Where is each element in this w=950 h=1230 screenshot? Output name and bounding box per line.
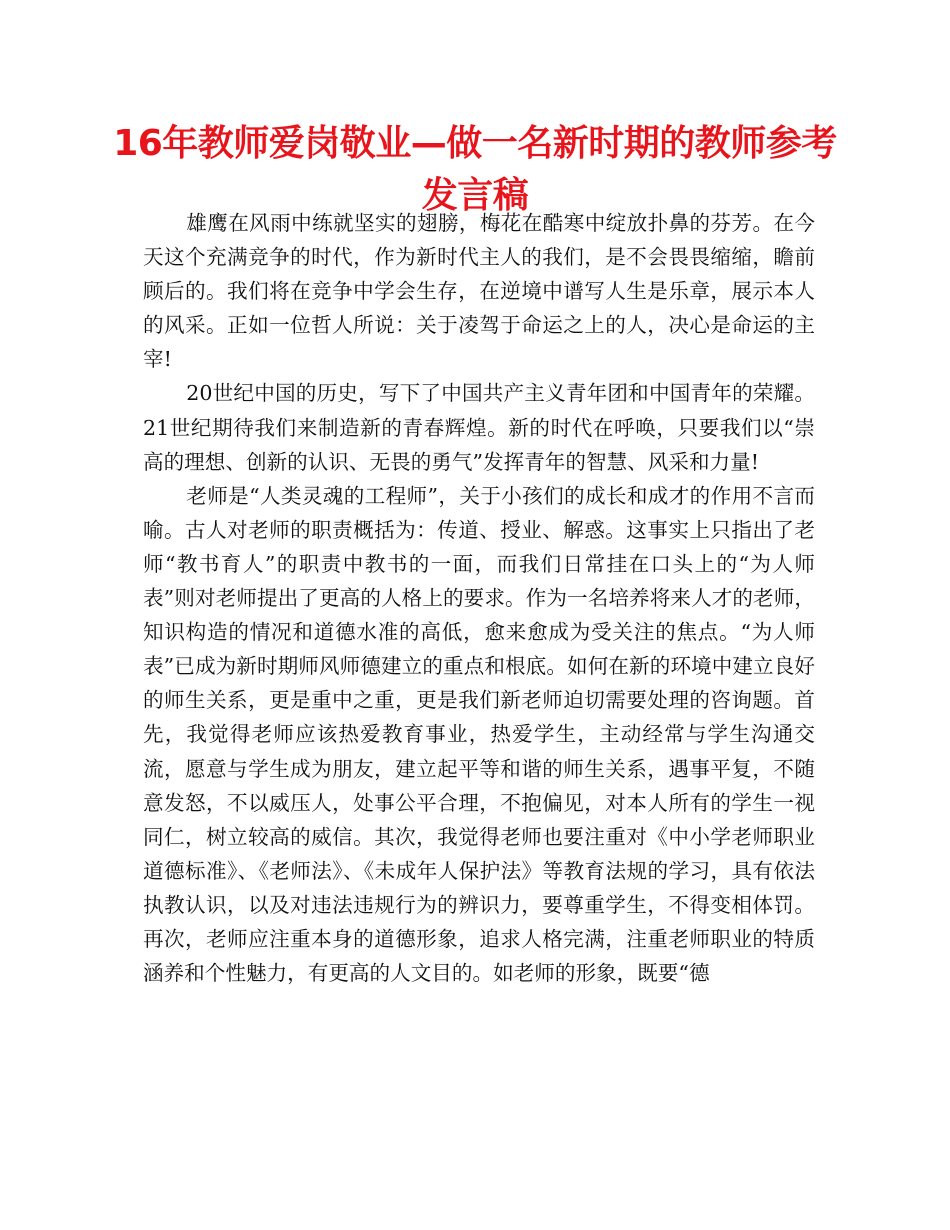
document-title: 16年教师爱岗敬业—做一名新时期的教师参考发言稿 (113, 123, 837, 216)
paragraph-1: 雄鹰在风雨中练就坚实的翅膀，梅花在酷寒中绽放扑鼻的芬芳。在今天这个充满竞争的时代，作为新时代主人的我们，是不会畏畏缩缩，瞻前顾后的。我们将在竞争中学会生存，在逆境中谱写人生是乐章，展示本人的风采。正如一位哲人所说：关于凌驾于命运之上的人，决心是命运的主宰! (143, 211, 815, 372)
paragraph-2: 20世纪中国的历史，写下了中国共产主义青年团和中国青年的荣耀。21世纪期待我们来制造新的青春辉煌。新的时代在呼唤，只要我们以“崇高的理想、创新的认识、无畏的勇气”发挥青年的智慧、风采和力量! (143, 381, 815, 474)
document-body (143, 206, 815, 990)
paragraph-3: 老师是“人类灵魂的工程师”，关于小孩们的成长和成才的作用不言而喻。古人对老师的职责概括为：传道、授业、解惑。这事实上只指出了老师“教书育人”的职责中教书的一面，而我们日常挂在口头上的“为人师表”则对老师提出了更高的人格上的要求。作为一名培养将来人才的老师，知识构造的情况和道德水准的高低，愈来愈成为受关注的焦点。“为人师表”已成为新时期师风师德建立的重点和根底。如何在新的环境中建立良好的师生关系，更是重中之重，更是我们新老师迫切需要处理的咨询题。首先，我觉得老师应该热爱教育事业，热爱学生，主动经常与学生沟通交流，愿意与学生成为朋友，建立起平等和谐的师生关系，遇事平复，不随意发怒，不以威压人，处事公平合理，不抱偏见，对本人所有的学生一视同仁，树立较高的威信。其次，我觉得老师也要注重对《中小学老师职业道德标准》、《老师法》、《未成年人保护法》等教育法规的学习，具有依法执教认识，以及对违法违规行为的辨识力，要尊重学生，不得变相体罚。再次，老师应注重本身的道德形象，追求人格完满，注重老师职业的特质涵养和个性魅力，有更高的人文目的。如老师的形象，既要“德 (143, 483, 815, 986)
